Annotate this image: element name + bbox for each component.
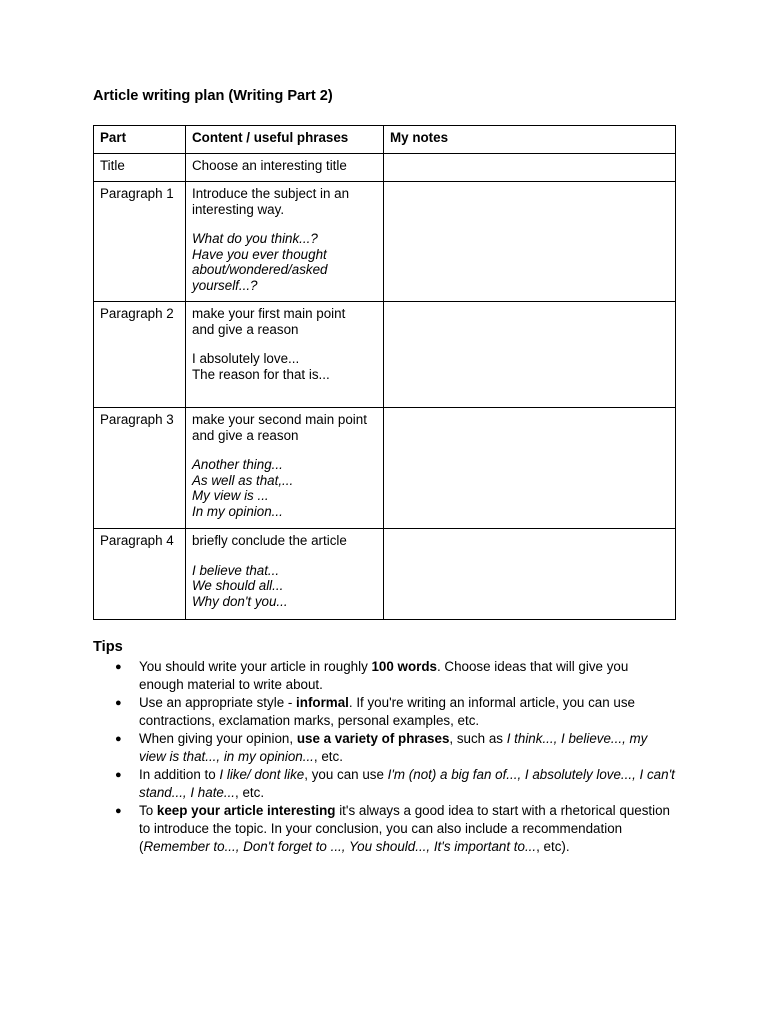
instruction-line: interesting way. bbox=[192, 201, 285, 217]
phrase-line: What do you think...? bbox=[192, 231, 318, 247]
instruction-line: Introduce the subject in an bbox=[192, 186, 350, 201]
part-cell: Paragraph 4 bbox=[94, 529, 186, 620]
phrase-line: As well as that,... bbox=[192, 472, 294, 488]
tip-emphasis: keep your article interesting bbox=[156, 803, 336, 818]
tip-text: In addition to bbox=[139, 767, 220, 782]
notes-cell[interactable] bbox=[384, 302, 676, 408]
tip-text: . If you're writing an informal article, you can use contractions, exclamation marks, personal examples, etc. bbox=[139, 695, 635, 728]
tip-example-phrases: I'm (not) a big fan of..., I absolutely love..., I can't stand..., I hate... bbox=[139, 767, 675, 800]
table-row bbox=[94, 529, 676, 620]
tip-text: , etc). bbox=[536, 839, 570, 854]
header-notes: My notes bbox=[384, 126, 676, 154]
tip-item bbox=[93, 802, 675, 856]
part-cell: Paragraph 1 bbox=[94, 182, 186, 302]
part-cell: Title bbox=[94, 154, 186, 182]
tips-list bbox=[93, 658, 675, 856]
phrase-line: I believe that... bbox=[192, 562, 280, 578]
content-cell bbox=[186, 182, 384, 302]
instruction-line: briefly conclude the article bbox=[192, 533, 347, 548]
notes-cell[interactable] bbox=[384, 154, 676, 182]
tip-emphasis: 100 words bbox=[371, 659, 437, 674]
phrase-line: I absolutely love... bbox=[192, 351, 300, 367]
tip-example-phrases: Remember to..., Don't forget to ..., You should..., It's important to... bbox=[143, 839, 537, 854]
phrase-line: In my opinion... bbox=[192, 503, 283, 519]
table-header-row bbox=[94, 126, 676, 154]
phrase-line: The reason for that is... bbox=[192, 366, 330, 382]
tip-text: When giving your opinion, bbox=[139, 731, 297, 746]
tip-text: To bbox=[139, 803, 157, 818]
tip-item bbox=[93, 766, 675, 802]
content-cell bbox=[186, 408, 384, 529]
instruction-line: and give a reason bbox=[192, 427, 299, 443]
tip-text: , you can use bbox=[304, 767, 388, 782]
tip-example-phrases: I like/ dont like bbox=[219, 767, 305, 782]
table-row bbox=[94, 154, 676, 182]
tips-heading: Tips bbox=[93, 639, 123, 655]
phrase-line: Why don't you... bbox=[192, 593, 288, 609]
content-cell: Choose an interesting title bbox=[186, 154, 384, 182]
tip-text: , etc. bbox=[313, 749, 343, 764]
notes-cell[interactable] bbox=[384, 529, 676, 620]
tip-item bbox=[93, 658, 675, 694]
notes-cell[interactable] bbox=[384, 408, 676, 529]
tip-emphasis: informal bbox=[296, 695, 349, 710]
content-cell bbox=[186, 529, 384, 620]
phrase-line: Have you ever thought bbox=[192, 246, 327, 262]
page-title: Article writing plan (Writing Part 2) bbox=[93, 88, 333, 104]
content-cell bbox=[186, 302, 384, 408]
tip-item bbox=[93, 694, 675, 730]
instruction-line: and give a reason bbox=[192, 321, 299, 337]
phrase-line: Another thing... bbox=[192, 457, 283, 473]
table-row bbox=[94, 408, 676, 529]
phrase-line: yourself...? bbox=[192, 277, 258, 293]
tip-text: You should write your article in roughly bbox=[139, 659, 372, 674]
phrase-line: My view is ... bbox=[192, 488, 269, 504]
document-page bbox=[93, 86, 675, 856]
notes-cell[interactable] bbox=[384, 182, 676, 302]
tip-text: . Choose ideas that will give you enough material to write about. bbox=[139, 659, 629, 692]
part-cell: Paragraph 3 bbox=[94, 408, 186, 529]
table-row bbox=[94, 182, 676, 302]
header-content: Content / useful phrases bbox=[186, 126, 384, 154]
tip-text: , such as bbox=[449, 731, 507, 746]
tip-text: , etc. bbox=[235, 785, 265, 800]
tip-text: it's always a good idea to start with a rhetorical question to introduce the topic. In your conclusion, you can also include a recommendation ( bbox=[139, 803, 671, 854]
tip-emphasis: use a variety of phrases bbox=[296, 731, 450, 746]
bullet-icon: ● bbox=[115, 697, 122, 709]
instruction-line: make your first main point bbox=[192, 306, 346, 321]
table-row bbox=[94, 302, 676, 408]
writing-plan-table bbox=[93, 125, 676, 620]
phrase-line: We should all... bbox=[192, 578, 284, 594]
tip-text: Use an appropriate style - bbox=[139, 695, 297, 710]
bullet-icon: ● bbox=[115, 733, 122, 745]
tip-example-phrases: I think..., I believe..., my view is that..., in my opinion... bbox=[139, 731, 648, 764]
phrase-line: about/wondered/asked bbox=[192, 262, 328, 278]
bullet-icon: ● bbox=[115, 805, 122, 817]
instruction-line: make your second main point bbox=[192, 412, 367, 427]
header-part: Part bbox=[94, 126, 186, 154]
part-cell: Paragraph 2 bbox=[94, 302, 186, 408]
tip-item bbox=[93, 730, 675, 766]
bullet-icon: ● bbox=[115, 769, 122, 781]
bullet-icon: ● bbox=[115, 661, 122, 673]
